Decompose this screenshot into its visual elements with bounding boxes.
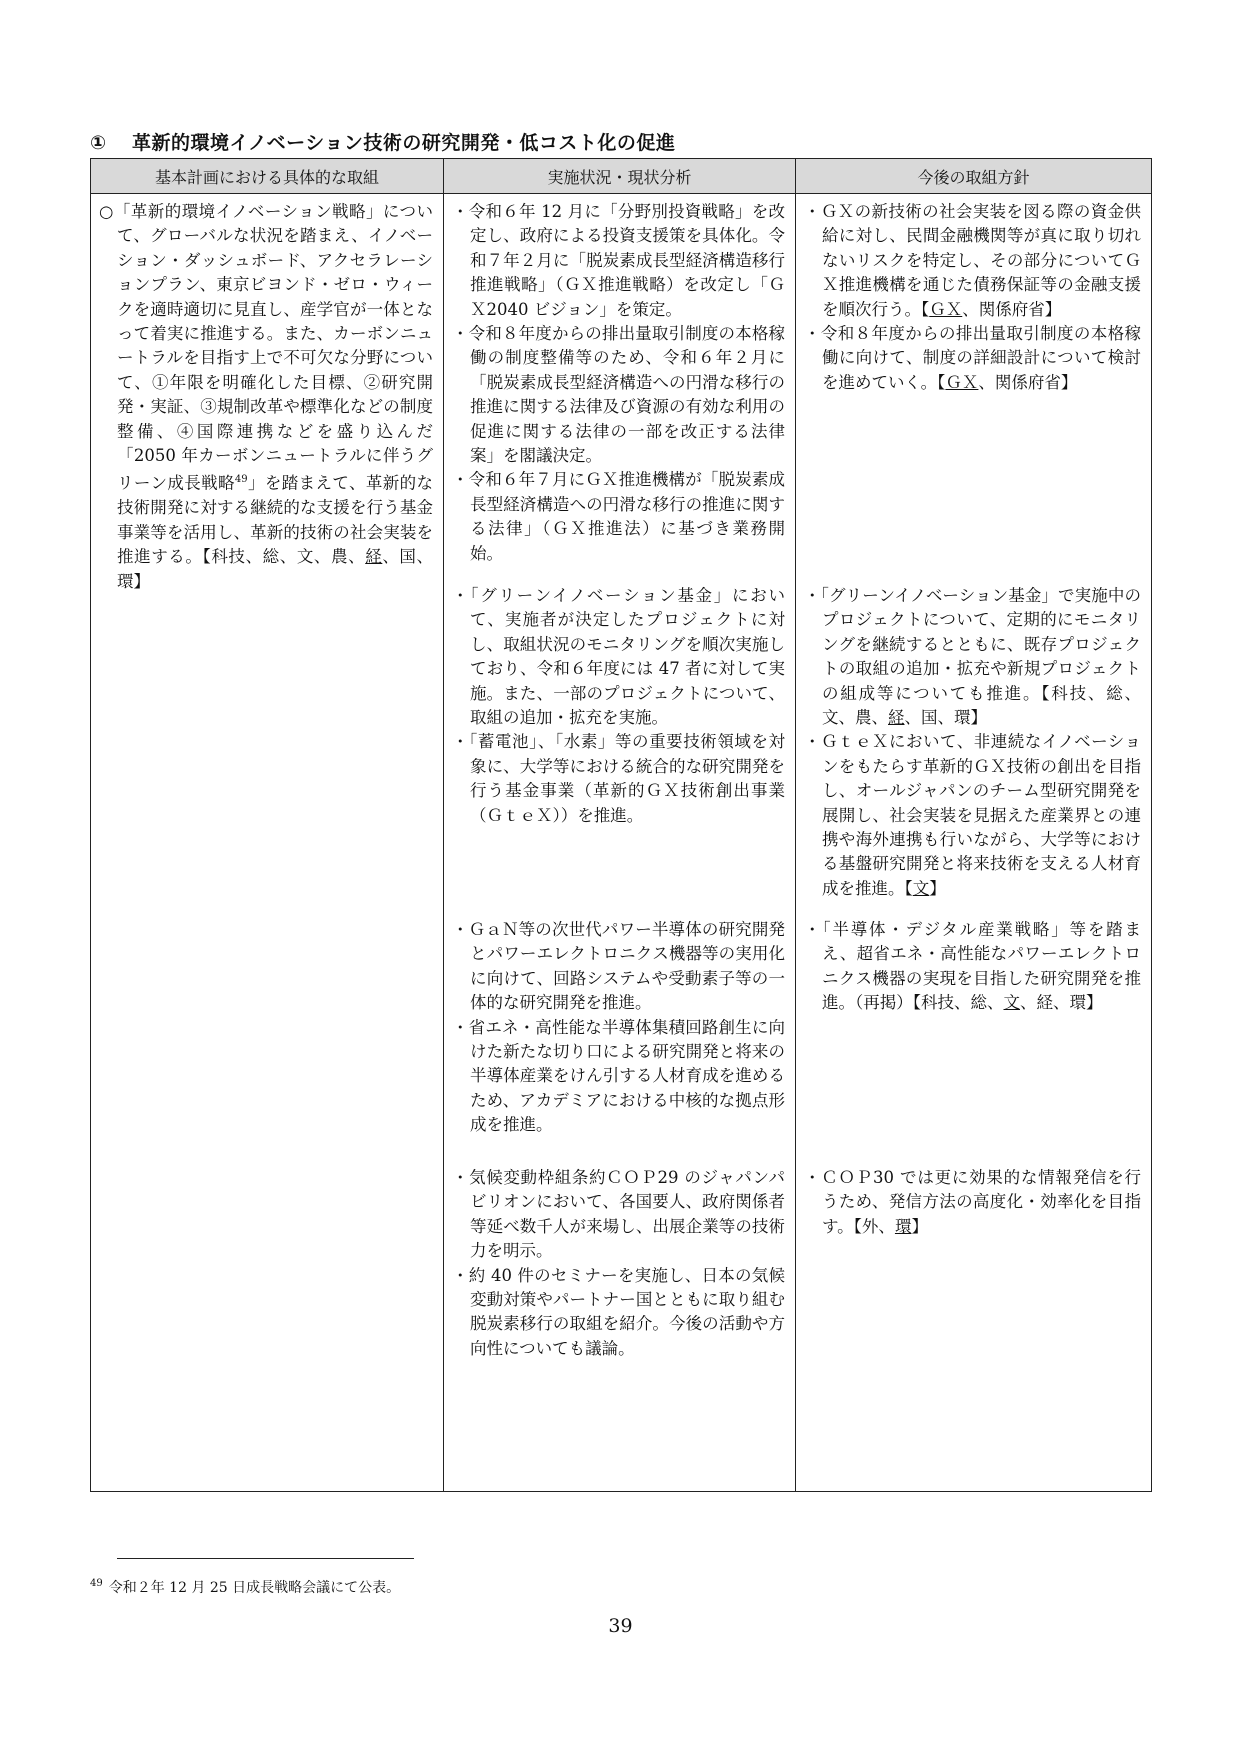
list-item: ・令和８年度からの排出量取引制度の本格稼働の制度整備等のため、令和６年２月に「脱炭素成長型経済構造への円滑な移行の推進に関する法律及び資源の有効な利用の促進に関する法律の一部を改正する法律案」を閣議決定。 [452,324,785,466]
list-item: ・「蓄電池」、「水素」等の重要技術領域を対象に、大学等における統合的な研究開発を行う基金事業（革新的ＧＸ技術創出事業（ＧｔｅＸ））を推進。 [452,732,785,825]
status-group-4 [452,1166,785,1361]
section-title: 革新的環境イノベーション技術の研究開発・低コスト化の促進 [132,132,676,154]
list-item: ・ＧｔｅＸにおいて、非連続なイノベーションをもたらす革新的ＧＸ技術の創出を目指し、オールジャパンのチーム型研究開発を展開し、社会実装を見据えた産業界との連携や海外連携も行いながら、大学等における基盤研究開発と将来技術を支える人材育成を推進。【文】 [804,732,1141,898]
list-item: ・省エネ・高性能な半導体集積回路創生に向けた新たな切り口による研究開発と将来の半導体産業をけん引する人材育成を進めるため、アカデミアにおける中核的な拠点形成を推進。 [452,1017,785,1135]
list-item: ・ＧａＮ等の次世代パワー半導体の研究開発とパワーエレクトロニクス機器等の実用化に向けて、回路システムや受動素子等の一体的な研究開発を推進。 [452,920,785,1013]
policy-group-1 [804,200,1141,395]
footnote-divider [117,1558,414,1559]
header-future-policy: 今後の取組方針 [796,159,1152,194]
list-item: ・令和６年７月にＧＸ推進機構が「脱炭素成長型経済構造への円滑な移行の推進に関する法律」（ＧＸ推進法）に基づき業務開始。 [452,470,785,563]
list-item: ・令和６年 12 月に「分野別投資戦略」を改定し、政府による投資支援策を具体化。令和７年２月に「脱炭素成長型経済構造移行推進戦略」（ＧＸ推進戦略）を改定し「ＧＸ2040 ビジョン」を策定。 [452,202,785,319]
list-item: ・令和８年度からの排出量取引制度の本格稼働に向けて、制度の詳細設計について検討を進めていく。【ＧＸ、関係府省】 [804,324,1141,392]
header-status: 実施状況・現状分析 [444,159,796,194]
list-item: ・ＣＯＰ30 では更に効果的な情報発信を行うため、発信方法の高度化・効率化を目指す。【外、環】 [804,1168,1141,1236]
section-number: ① [90,132,107,154]
section-heading [90,128,675,155]
footnote-text: 令和２年 12 月 25 日成長戦略会議にて公表。 [108,1580,401,1596]
status-group-3 [452,918,785,1138]
policy-group-4 [804,1166,1141,1239]
list-item: ・「グリーンイノベーション基金」で実施中のプロジェクトについて、定期的にモニタリングを継続するとともに、既存プロジェクトの取組の追加・拡充や新規プロジェクトの組成等についても推進。【科技、総、文、農、経、国、環】 [804,586,1141,728]
list-item: ・「半導体・デジタル産業戦略」等を踏まえ、超省エネ・高性能なパワーエレクトロニクス機器の実現を目指した研究開発を推進。（再掲）【科技、総、文、経、環】 [804,920,1141,1013]
cell-future-policy [796,194,1152,1492]
footnote [90,1577,400,1597]
header-basic-plan: 基本計画における具体的な取組 [91,159,444,194]
status-group-2 [452,584,785,828]
cell-status [444,194,796,1492]
footnote-ref: 49 [234,474,248,486]
policy-group-3 [804,918,1141,1016]
list-item: ・「グリーンイノベーション基金」において、実施者が決定したプロジェクトに対し、取組状況のモニタリングを順次実施しており、令和６年度には 47 者に対して実施。また、一部のプロジェクトについて、取組の追加・拡充を実施。 [452,586,785,728]
table-row [91,194,1152,1492]
table-header-row [91,159,1152,194]
page-number: 39 [608,1615,633,1637]
status-group-1 [452,200,785,566]
list-item: ・気候変動枠組条約ＣＯＰ29 のジャパンパビリオンにおいて、各国要人、政府関係者等延べ数千人が来場し、出展企業等の技術力を明示。 [452,1168,785,1261]
basic-plan-text: ○「革新的環境イノベーション戦略」について、グローバルな状況を踏まえ、イノベーション・ダッシュボード、アクセラレーションプラン、東京ビヨンド・ゼロ・ウィークを適時適切に見直し、産学官が一体となって着実に推進する。また、カーボンニュートラルを目指す上で不可欠な分野について、①年限を明確化した目標、②研究開発・実証、③規制改革や標準化などの制度整備、④国際連携などを盛り込んだ「2050 年カーボンニュートラルに伴うグリーン成長戦略$^{49}$」を踏まえて、革新的な技術開発に対する継続的な支援を行う基金事業等を活用し、革新的技術の社会実装を推進する。【科技、総、文、農、経、国、環】 [99,202,434,591]
cell-basic-plan [91,194,444,1492]
footnote-number: 49 [90,1578,103,1590]
basic-plan-block [99,200,433,594]
policy-group-2 [804,584,1141,901]
policy-table [90,158,1152,1492]
list-item: ・約 40 件のセミナーを実施し、日本の気候変動対策やパートナー国とともに取り組む脱炭素移行の取組を紹介。今後の活動や方向性についても議論。 [452,1265,785,1358]
list-item: ・ＧＸの新技術の社会実装を図る際の資金供給に対し、民間金融機関等が真に取り切れないリスクを特定し、その部分についてＧＸ推進機構を通じた債務保証等の金融支援を順次行う。【ＧＸ、関係府省】 [804,202,1141,319]
